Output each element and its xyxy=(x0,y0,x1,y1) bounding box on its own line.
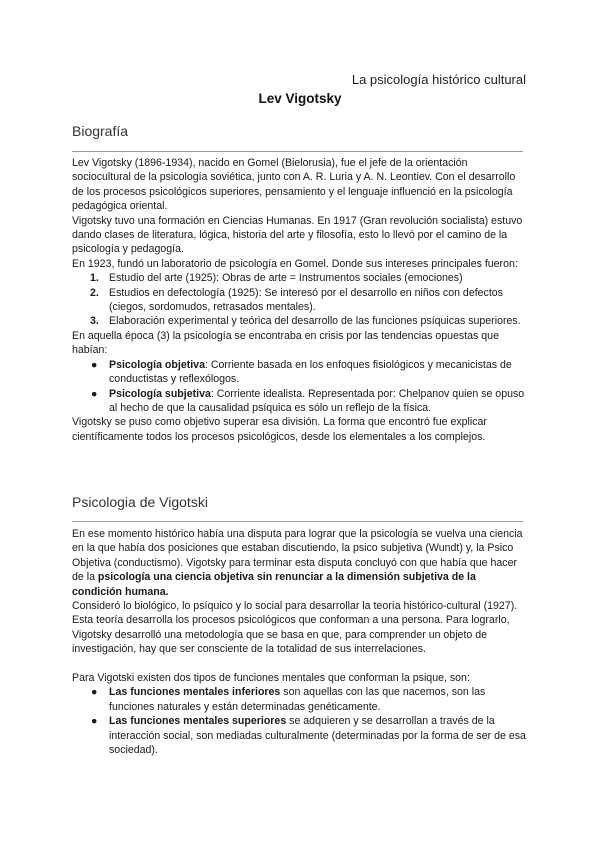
list-item xyxy=(72,271,528,285)
emphasis-text: psicología una ciencia objetiva sin renunciar a la dimensión subjetiva de la condición humana. xyxy=(72,571,476,598)
list-item-text: Estudios en defectología (1925): Se interesó por el desarrollo en niños con defectos (ciegos, sordomudos, retrasados mentales). xyxy=(109,286,503,314)
section-heading-biografia: Biografía xyxy=(72,123,129,139)
psicologia-section-body xyxy=(72,527,528,757)
paragraph: En 1923, fundó un laboratorio de psicología en Gomel. Donde sus intereses principales fueron: xyxy=(72,257,518,270)
list-item xyxy=(72,358,528,387)
list-item-text: : Corriente idealista. Representada por: Chelpanov quien se opuso al hecho de que la causalidad psíquica es sólo un reflejo de la física. xyxy=(109,387,525,414)
paragraph xyxy=(72,527,528,599)
paragraph: Vigotsky tuvo una formación en Ciencias Humanas. En 1917 (Gran revolución socialista) estuvo dando clases de literatura, lógica, historia del arte y filosofía, esto lo llevó por el camino de la psicología y pedagogía. xyxy=(72,214,523,256)
biografia-section-body xyxy=(72,156,528,444)
bullet-icon: ● xyxy=(91,686,98,699)
tendencies-list xyxy=(72,358,528,416)
section-heading-psicologia: Psicologia de Vigotski xyxy=(72,494,208,510)
list-item-text: se adquieren y se desarrollan a través de la interacción social, son mediadas culturalmente (determinadas por la forma de ser de esa sociedad). xyxy=(109,715,526,757)
bullet-icon: ● xyxy=(91,358,98,371)
blank-line xyxy=(72,657,528,671)
paragraph: Para Vigotski existen dos tipos de funciones mentales que conforman la psique, son: xyxy=(72,672,470,685)
list-item-text: : Corriente basada en los enfoques fisiológicos y mecanicistas de conductistas y reflexólogos. xyxy=(109,358,512,386)
document-subject: La psicología histórico cultural xyxy=(351,72,526,87)
paragraph: Lev Vigotsky (1896-1934), nacido en Gomel (Bielorusia), fue el jefe de la orientación sociocultural de la psicología soviética, junto con A. R. Luria y A. N. Leontiev. Con el desarrollo de los procesos psicológicos superiores, pensamiento y el lenguaje influenció en la psicología pedagógica oriental. xyxy=(72,157,516,213)
list-item-term: Las funciones mentales inferiores xyxy=(109,686,281,699)
bullet-icon: ● xyxy=(91,387,98,400)
list-number: 1. xyxy=(90,272,99,285)
list-item-term: Las funciones mentales superiores xyxy=(109,715,287,728)
list-item-text: Elaboración experimental y teórica del desarrollo de las funciones psíquicas superiores. xyxy=(109,315,521,328)
paragraph: Vigotsky se puso como objetivo superar esa división. La forma que encontró fue explicar científicamente todos los procesos psicológicos, desde los elementales a los complejos. xyxy=(72,416,487,443)
list-number: 2. xyxy=(90,286,99,299)
list-item xyxy=(72,685,528,714)
paragraph: Consideró lo biológico, lo psíquico y lo social para desarrollar la teoría histórico-cultural (1927). Esta teoría desarrolla los procesos psicológicos que conforman a una persona. Para lograrlo, Vigotsky desarrolló una metodología que se basa en que, para comprender un objeto de investigación, hay que ser consciente de la totalidad de sus interrelaciones. xyxy=(72,600,518,656)
list-item xyxy=(72,387,528,416)
list-item xyxy=(72,714,528,757)
list-number: 3. xyxy=(90,315,99,328)
list-item-term: Psicología subjetiva xyxy=(109,387,211,400)
document-title: Lev Vigotsky xyxy=(258,91,342,106)
bullet-icon: ● xyxy=(91,715,98,728)
list-item-term: Psicología objetiva xyxy=(109,358,205,371)
functions-list xyxy=(72,685,528,757)
list-item xyxy=(72,286,528,315)
list-item-text: son aquellas con las que nacemos, son las funciones naturales y están determinadas genéticamente. xyxy=(109,686,486,713)
list-item-text: Estudio del arte (1925): Obras de arte = Instrumentos sociales (emociones) xyxy=(109,272,463,285)
interests-list xyxy=(72,271,528,329)
paragraph: En aquella época (3) la psicología se encontraba en crisis por las tendencias opuestas que habían: xyxy=(72,329,499,357)
section-divider xyxy=(72,151,523,152)
section-divider xyxy=(72,521,523,522)
list-item xyxy=(72,314,528,328)
paragraph-text: En ese momento histórico había una disputa para lograr que la psicología se vuelva una ciencia en la que había dos posiciones que estaban discutiendo, la psico subjetiva (Wundt) y, la Psico Objetiva (conductismo). Vigotsky para terminar esta disputa concluyó con que había que hacer de la xyxy=(72,528,523,584)
